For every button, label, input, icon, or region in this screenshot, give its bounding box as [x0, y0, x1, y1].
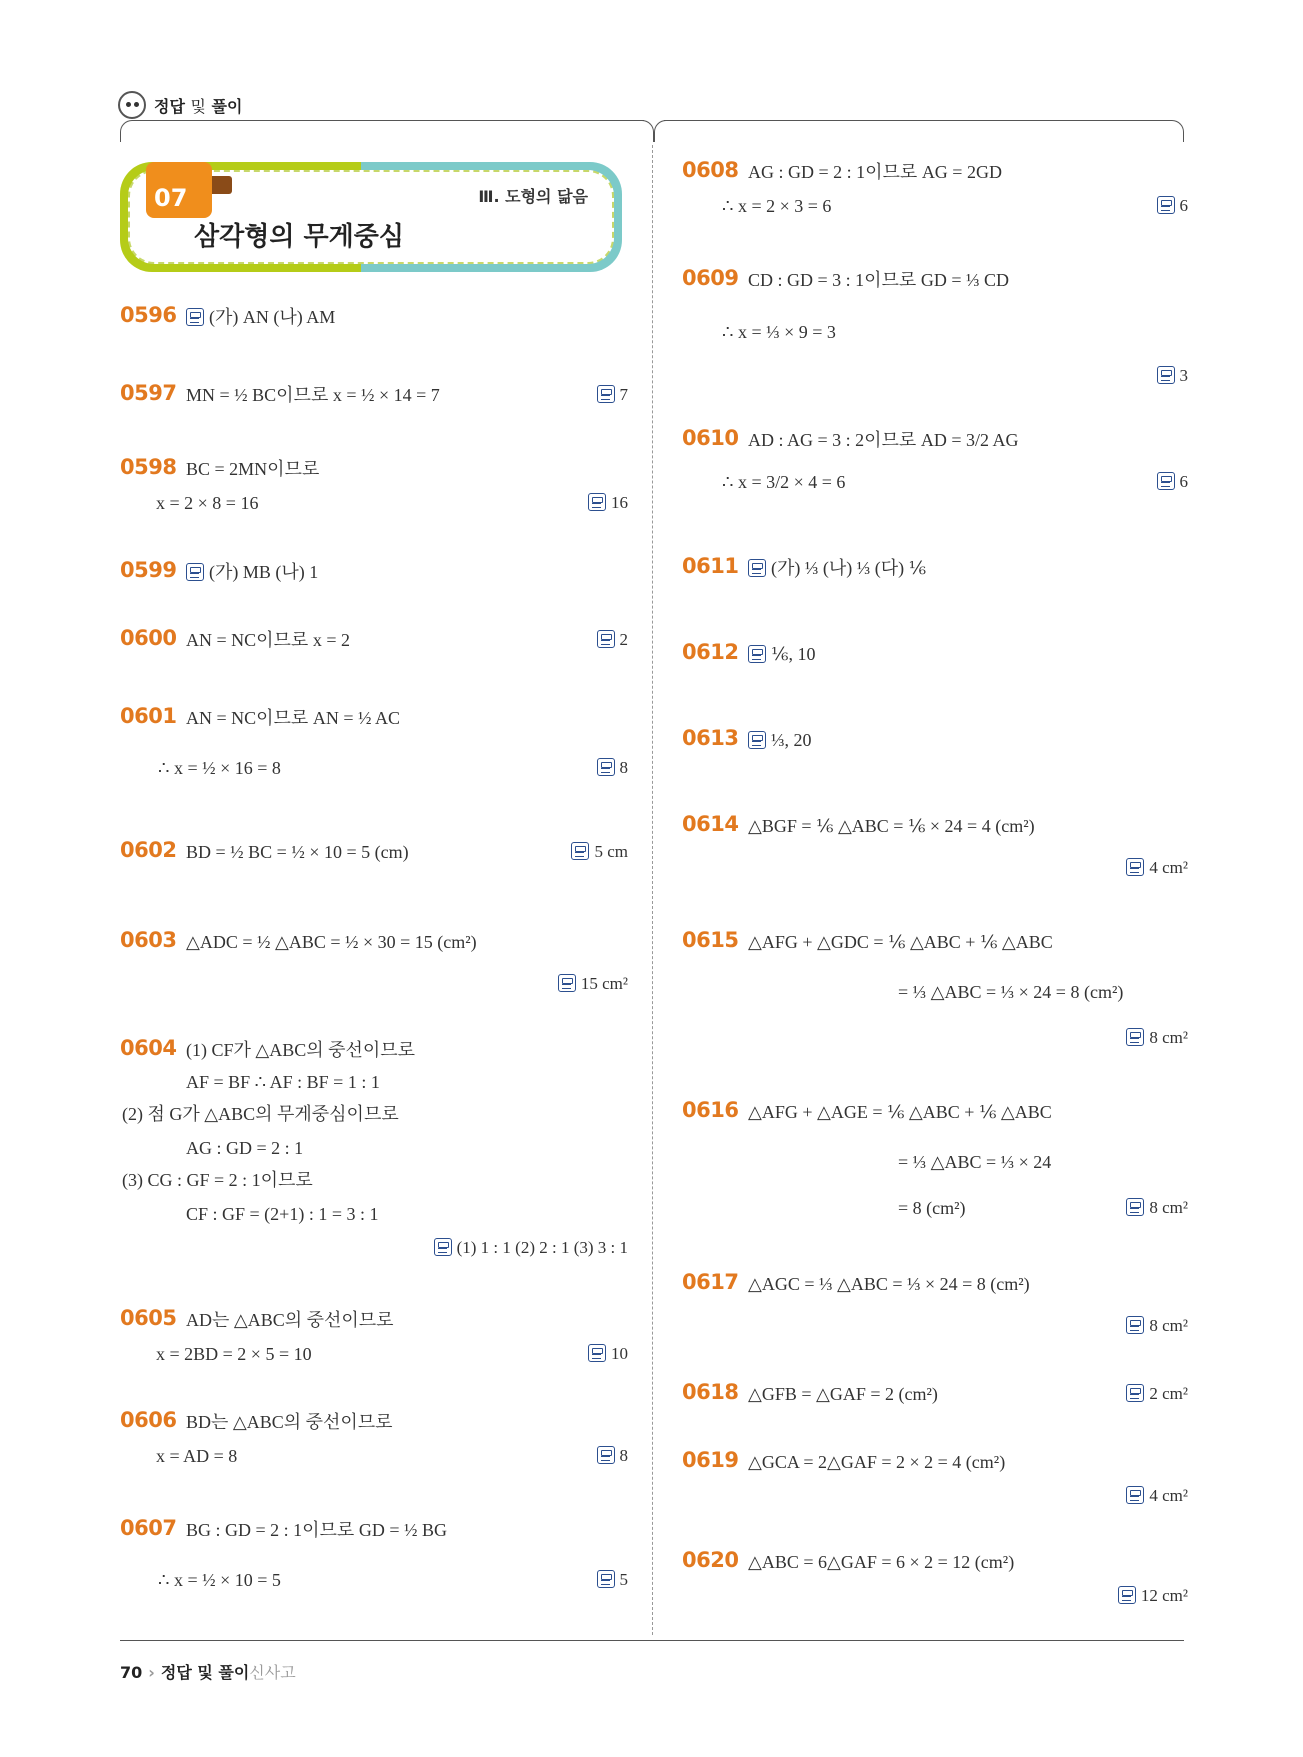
problem-number: 0598 [120, 455, 177, 479]
solution-line: x = 2 × 8 = 16 [156, 493, 259, 513]
solution-line: CF : GF = (2+1) : 1 = 3 : 1 [186, 1204, 379, 1224]
answer-badge: 4 cm² [1126, 856, 1188, 880]
answer-badge: 2 cm² [1126, 1382, 1188, 1406]
answer-badge: 2 [597, 628, 629, 652]
problem-item [682, 1548, 1188, 1605]
problem-item [682, 1270, 1188, 1335]
chapter-label: Ⅲ. 도형의 닮음 [478, 187, 588, 206]
answer-badge: 7 [597, 383, 629, 407]
problem-number: 0608 [682, 158, 739, 182]
answer-icon [1157, 366, 1175, 384]
solution-line: ∴ x = ½ × 10 = 5 [158, 1570, 281, 1590]
column-divider [652, 145, 653, 1635]
problem-item [682, 1448, 1188, 1505]
problem-number: 0614 [682, 812, 739, 836]
solution-line: ⅙, 10 [748, 642, 815, 666]
frame-corner [120, 120, 134, 142]
problem-item [682, 1098, 1188, 1218]
problem-number: 0597 [120, 381, 177, 405]
answer-icon [1126, 1198, 1144, 1216]
answer-icon [1126, 1316, 1144, 1334]
answer-badge: 6 [1157, 194, 1189, 218]
answer-icon [1157, 472, 1175, 490]
answer-badge: 16 [588, 491, 628, 515]
problem-item [120, 1036, 628, 1257]
solution-line: △AFG + △AGE = ⅙ △ABC + ⅙ △ABC [748, 1102, 1052, 1122]
solution-line: (2) 점 G가 △ABC의 무게중심이므로 [122, 1104, 399, 1124]
problem-item [120, 455, 628, 513]
solution-line: MN = ½ BC이므로 x = ½ × 14 = 7 [186, 385, 440, 405]
problem-number: 0612 [682, 640, 739, 664]
answer-badge: 5 [597, 1568, 629, 1592]
answer-badge: 5 cm [571, 840, 628, 864]
solution-line: △ABC = 6△GAF = 6 × 2 = 12 (cm²) [748, 1552, 1015, 1572]
frame-corner [654, 120, 666, 142]
problem-number: 0605 [120, 1306, 177, 1330]
frame-corner [1170, 120, 1184, 142]
answer-badge: 15 cm² [558, 972, 628, 996]
mascot-icon [118, 91, 146, 119]
problem-number: 0607 [120, 1516, 177, 1540]
solution-line: CD : GD = 3 : 1이므로 GD = ⅓ CD [748, 270, 1009, 290]
problem-item [120, 1516, 628, 1590]
frame-line-right [664, 120, 1172, 121]
page-header [118, 90, 242, 120]
solution-line: AG : GD = 2 : 1 [186, 1138, 304, 1158]
answer-badge: 6 [1157, 470, 1189, 494]
problem-number: 0613 [682, 726, 739, 750]
answer-icon [748, 731, 766, 749]
answer-icon [597, 385, 615, 403]
problem-number: 0606 [120, 1408, 177, 1432]
answer-badge: 12 cm² [1118, 1584, 1188, 1608]
answer-badge: 3 [1157, 364, 1189, 388]
solution-line: AD : AG = 3 : 2이므로 AD = 3/2 AG [748, 430, 1019, 450]
problem-item [682, 158, 1188, 216]
page-footer [120, 1660, 296, 1683]
answer-icon [748, 559, 766, 577]
problem-item [120, 626, 628, 650]
solution-line: ⅓, 20 [748, 728, 812, 752]
footer-rule [120, 1640, 1184, 1641]
page-number: 70 [120, 1663, 143, 1682]
problem-item [120, 1306, 628, 1364]
solution-line: △AGC = ⅓ △ABC = ⅓ × 24 = 8 (cm²) [748, 1274, 1030, 1294]
problem-number: 0616 [682, 1098, 739, 1122]
problem-item [682, 726, 1188, 750]
problem-number: 0600 [120, 626, 177, 650]
problem-item [682, 640, 1188, 664]
answer-badge: 8 [597, 1444, 629, 1468]
lesson-number: 07 [154, 184, 188, 212]
solution-line: △BGF = ⅙ △ABC = ⅙ × 24 = 4 (cm²) [748, 816, 1035, 836]
problem-item [120, 303, 628, 327]
problem-item [120, 381, 628, 405]
lesson-title: 삼각형의 무게중심 [194, 222, 404, 252]
problem-item [120, 704, 628, 778]
solution-line: ∴ x = 2 × 3 = 6 [722, 196, 832, 216]
frame-line-left [132, 120, 644, 121]
problem-number: 0617 [682, 1270, 739, 1294]
solution-line: △GCA = 2△GAF = 2 × 2 = 4 (cm²) [748, 1452, 1006, 1472]
solution-line: = ⅓ △ABC = ⅓ × 24 = 8 (cm²) [898, 982, 1124, 1002]
solution-line: △GFB = △GAF = 2 (cm²) [748, 1384, 938, 1404]
solution-line: ∴ x = ½ × 16 = 8 [158, 758, 281, 778]
problem-item [682, 1380, 1188, 1404]
solution-line: (가) MB (나) 1 [186, 560, 318, 584]
chapter-banner [120, 162, 622, 272]
solution-line: (가) AN (나) AM [186, 305, 335, 329]
problem-number: 0611 [682, 554, 739, 578]
answer-icon [1126, 1028, 1144, 1046]
answer-badge: 10 [588, 1342, 628, 1366]
answer-icon [597, 758, 615, 776]
problem-item [682, 554, 1188, 578]
solution-line: x = 2BD = 2 × 5 = 10 [156, 1344, 312, 1364]
answer-icon [1126, 1486, 1144, 1504]
chevron-right-icon: › [148, 1663, 155, 1682]
answer-icon [186, 308, 204, 326]
answer-icon [597, 630, 615, 648]
problem-number: 0604 [120, 1036, 177, 1060]
answer-badge: 8 [597, 756, 629, 780]
answer-badge: (1) 1 : 1 (2) 2 : 1 (3) 3 : 1 [434, 1236, 628, 1260]
answer-icon [597, 1570, 615, 1588]
answer-icon [558, 974, 576, 992]
problem-number: 0602 [120, 838, 177, 862]
answer-icon [588, 1344, 606, 1362]
answer-icon [1157, 196, 1175, 214]
solution-line: AN = NC이므로 x = 2 [186, 630, 350, 650]
problem-item [682, 266, 1188, 385]
answer-badge: 8 cm² [1126, 1314, 1188, 1338]
answer-icon [597, 1446, 615, 1464]
solution-line: AF = BF ∴ AF : BF = 1 : 1 [186, 1072, 380, 1092]
problem-item [120, 928, 628, 993]
solution-line: ∴ x = ⅓ × 9 = 3 [722, 322, 836, 342]
solution-line: ∴ x = 3/2 × 4 = 6 [722, 472, 846, 492]
solution-line: BG : GD = 2 : 1이므로 GD = ½ BG [186, 1520, 447, 1540]
answer-badge: 8 cm² [1126, 1026, 1188, 1050]
problem-item [120, 558, 628, 582]
answer-icon [186, 563, 204, 581]
answer-icon [1126, 1384, 1144, 1402]
answer-icon [571, 842, 589, 860]
answer-badge: 4 cm² [1126, 1484, 1188, 1508]
solution-line: △ADC = ½ △ABC = ½ × 30 = 15 (cm²) [186, 932, 477, 952]
problem-item [682, 812, 1188, 877]
solution-line: BD는 △ABC의 중선이므로 [186, 1412, 393, 1432]
problem-number: 0618 [682, 1380, 739, 1404]
problem-number: 0601 [120, 704, 177, 728]
brand-name: 신사고 [249, 1663, 296, 1682]
answer-badge: 8 cm² [1126, 1196, 1188, 1220]
problem-item [120, 1408, 628, 1466]
answer-icon [588, 493, 606, 511]
solution-line: = ⅓ △ABC = ⅓ × 24 [898, 1152, 1052, 1172]
solution-line: (가) ⅓ (나) ⅓ (다) ⅙ [748, 556, 926, 580]
solution-line: △AFG + △GDC = ⅙ △ABC + ⅙ △ABC [748, 932, 1053, 952]
solution-line: (3) CG : GF = 2 : 1이므로 [122, 1170, 313, 1190]
problem-number: 0620 [682, 1548, 739, 1572]
answer-icon [1126, 858, 1144, 876]
solution-line: = 8 (cm²) [898, 1198, 966, 1218]
problem-item [120, 838, 628, 862]
problem-number: 0596 [120, 303, 177, 327]
footer-label: 정답 및 풀이 [160, 1663, 250, 1682]
solution-line: BC = 2MN이므로 [186, 459, 320, 479]
header-title: 정답 및 풀이 [154, 96, 243, 116]
solution-line: x = AD = 8 [156, 1446, 238, 1466]
frame-corner [642, 120, 654, 142]
solution-line: AG : GD = 2 : 1이므로 AG = 2GD [748, 162, 1002, 182]
answer-icon [748, 645, 766, 663]
problem-number: 0619 [682, 1448, 739, 1472]
problem-number: 0610 [682, 426, 739, 450]
problem-number: 0603 [120, 928, 177, 952]
answer-icon [434, 1238, 452, 1256]
answer-icon [1118, 1586, 1136, 1604]
problem-number: 0609 [682, 266, 739, 290]
problem-number: 0599 [120, 558, 177, 582]
problem-item [682, 928, 1188, 1047]
problem-item [682, 426, 1188, 492]
solution-line: AN = NC이므로 AN = ½ AC [186, 708, 400, 728]
problem-number: 0615 [682, 928, 739, 952]
solution-line: AD는 △ABC의 중선이므로 [186, 1310, 394, 1330]
solution-line: (1) CF가 △ABC의 중선이므로 [186, 1040, 416, 1060]
solution-line: BD = ½ BC = ½ × 10 = 5 (cm) [186, 842, 409, 862]
